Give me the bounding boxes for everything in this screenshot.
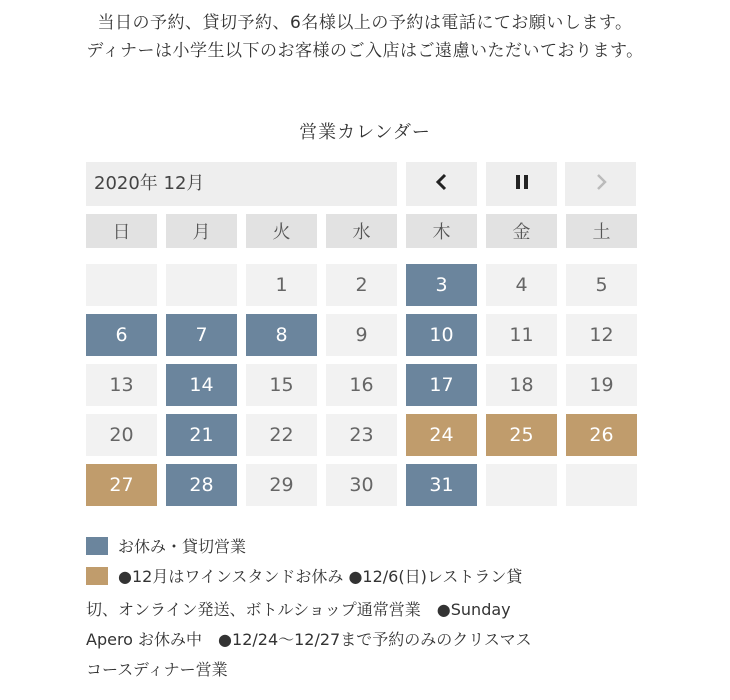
dinner-notice: ディナーは小学生以下のお客様のご入店はご遠慮いただいております。 <box>86 41 644 61</box>
day-cell: 31 <box>406 464 477 506</box>
day-cell: 23 <box>326 414 397 456</box>
empty-day-cell <box>486 464 557 506</box>
day-cell: 15 <box>246 364 317 406</box>
day-cell: 8 <box>246 314 317 356</box>
legend-closed <box>86 537 246 557</box>
day-cell: 10 <box>406 314 477 356</box>
legend-note-line: コースディナー営業 <box>86 660 228 679</box>
day-cell: 6 <box>86 314 157 356</box>
legend-note-line: 切、オンライン発送、ボトルショップ通常営業 ●Sunday <box>86 600 511 619</box>
day-cell: 24 <box>406 414 477 456</box>
wine-swatch <box>86 567 108 585</box>
day-cell: 9 <box>326 314 397 356</box>
prev-month-button[interactable] <box>406 162 477 206</box>
month-label: 2020年 12月 <box>86 162 397 206</box>
day-cell: 26 <box>566 414 637 456</box>
day-cell: 29 <box>246 464 317 506</box>
day-cell: 3 <box>406 264 477 306</box>
calendar-title: 営業カレンダー <box>299 122 431 143</box>
weekday-thu: 木 <box>406 214 477 248</box>
weekday-fri: 金 <box>486 214 557 248</box>
day-cell: 18 <box>486 364 557 406</box>
day-cell: 22 <box>246 414 317 456</box>
weekday-sun: 日 <box>86 214 157 248</box>
pause-icon <box>515 174 529 194</box>
day-cell: 4 <box>486 264 557 306</box>
weekday-tue: 火 <box>246 214 317 248</box>
empty-day-cell <box>86 264 157 306</box>
legend-wine <box>86 567 522 587</box>
closed-swatch <box>86 537 108 555</box>
weekday-wed: 水 <box>326 214 397 248</box>
legend-closed-label: お休み・貸切営業 <box>118 537 247 556</box>
day-cell: 11 <box>486 314 557 356</box>
day-cell: 1 <box>246 264 317 306</box>
day-cell: 14 <box>166 364 237 406</box>
chevron-left-icon <box>435 173 449 195</box>
empty-day-cell <box>166 264 237 306</box>
day-cell: 5 <box>566 264 637 306</box>
pause-button[interactable] <box>486 162 557 206</box>
legend-note-line: Apero お休み中 ●12/24〜12/27まで予約のみのクリスマス <box>86 630 532 649</box>
weekday-sat: 土 <box>566 214 637 248</box>
day-cell: 20 <box>86 414 157 456</box>
chevron-right-icon <box>594 173 608 195</box>
day-cell: 2 <box>326 264 397 306</box>
day-cell: 28 <box>166 464 237 506</box>
day-cell: 7 <box>166 314 237 356</box>
empty-day-cell <box>566 464 637 506</box>
day-cell: 16 <box>326 364 397 406</box>
day-cell: 30 <box>326 464 397 506</box>
legend-wine-label: ●12月はワインスタンドお休み ●12/6(日)レストラン貸 <box>118 567 523 586</box>
day-cell: 21 <box>166 414 237 456</box>
weekday-mon: 月 <box>166 214 237 248</box>
day-cell: 25 <box>486 414 557 456</box>
day-cell: 17 <box>406 364 477 406</box>
day-cell: 19 <box>566 364 637 406</box>
next-month-button[interactable] <box>565 162 636 206</box>
day-cell: 12 <box>566 314 637 356</box>
reservation-notice: 当日の予約、貸切予約、6名様以上の予約は電話にてお願いします。 <box>97 13 633 33</box>
day-cell: 27 <box>86 464 157 506</box>
day-cell: 13 <box>86 364 157 406</box>
calendar-grid <box>86 214 636 506</box>
